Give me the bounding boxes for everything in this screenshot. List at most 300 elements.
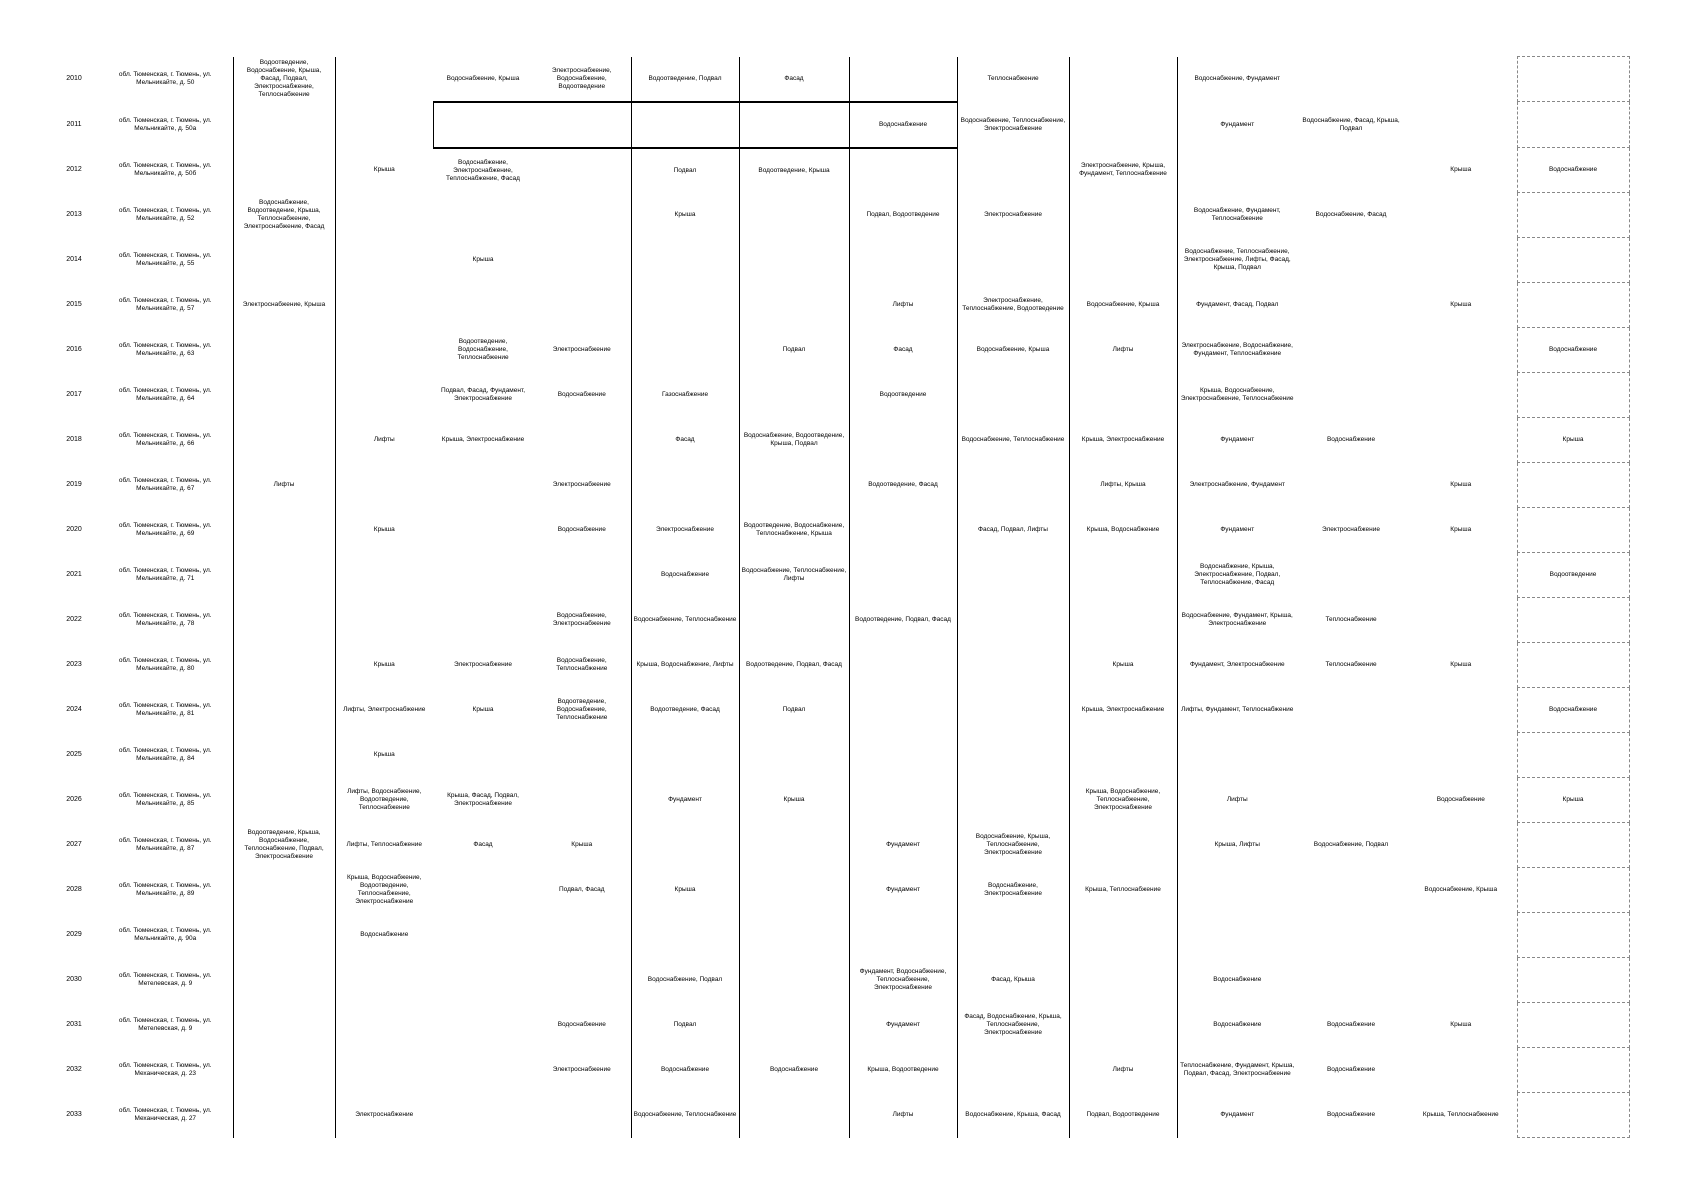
work-cell: Крыша: [472, 706, 494, 713]
table-row: [50, 238, 1629, 283]
work-cell: [1297, 238, 1405, 283]
work-cell: [433, 553, 533, 598]
work-cell: [233, 598, 335, 643]
work-cell: [1297, 688, 1405, 733]
work-cell: [739, 283, 849, 328]
work-cell: [233, 778, 335, 823]
work-cell: [233, 102, 335, 148]
work-cell: [957, 598, 1069, 643]
work-cell: [1069, 1003, 1177, 1048]
work-cell: Электроснабжение: [957, 193, 1069, 238]
work-cell: Крыша, Водоснабжение, Теплоснабжение, Электроснабжение: [1069, 778, 1177, 823]
repair-schedule-table: [50, 56, 1630, 1138]
work-cell: Теплоснабжение: [1325, 661, 1377, 668]
work-cell: Теплоснабжение, Фундамент, Крыша, Подвал, Фасад, Электроснабжение: [1180, 1062, 1295, 1077]
work-cell: Водоотведение, Крыша: [739, 148, 849, 193]
work-cell: Электроснабжение: [533, 463, 631, 508]
work-cell: [1517, 913, 1629, 958]
row-number: 2022: [66, 616, 82, 623]
table-row: [50, 57, 1629, 102]
work-cell: [631, 733, 739, 778]
work-cell: [233, 328, 335, 373]
address-cell: обл. Тюменская, г. Тюмень, ул. Мельникайте, д. 78: [98, 598, 233, 643]
work-cell: [335, 463, 433, 508]
work-cell: [1405, 1048, 1517, 1093]
work-cell: Фундамент: [849, 868, 957, 913]
work-cell: Водоснабжение, Электроснабжение, Теплоснабжение, Фасад: [446, 158, 520, 182]
row-number: 2013: [66, 211, 82, 218]
work-cell: [957, 778, 1069, 823]
work-cell: Фундамент: [1220, 436, 1255, 443]
work-cell: [1297, 283, 1405, 328]
work-cell: Фасад: [473, 841, 493, 848]
work-cell: Крыша, Теплоснабжение: [1422, 1111, 1499, 1118]
work-cell: Водоснабжение, Крыша: [1424, 886, 1498, 893]
work-cell: [335, 57, 433, 102]
work-cell: Подвал: [631, 1003, 739, 1048]
work-cell: [957, 688, 1069, 733]
work-cell: [1405, 733, 1517, 778]
work-cell: [631, 463, 739, 508]
work-cell: Крыша: [1069, 643, 1177, 688]
table-row: [50, 102, 1629, 148]
work-cell: Подвал: [739, 328, 849, 373]
work-cell: [533, 1093, 631, 1138]
work-cell: [1297, 553, 1405, 598]
work-cell: [533, 102, 631, 148]
work-cell: Крыша: [1450, 481, 1472, 488]
work-cell: [957, 463, 1069, 508]
work-cell: [1517, 508, 1629, 553]
work-cell: [1069, 733, 1177, 778]
address-cell: обл. Тюменская, г. Тюмень, ул. Мельникайте, д. 80: [98, 643, 233, 688]
work-cell: [335, 283, 433, 328]
work-cell: Крыша: [472, 256, 494, 263]
work-cell: [1297, 913, 1405, 958]
row-number: 2024: [66, 706, 82, 713]
row-number: 2020: [66, 526, 82, 533]
row-number: 2028: [66, 886, 82, 893]
address-cell: обл. Тюменская, г. Тюмень, ул. Мельникайте, д. 71: [98, 553, 233, 598]
work-cell: Лифты, Теплоснабжение: [346, 841, 422, 848]
work-cell: [849, 553, 957, 598]
address-cell: обл. Тюменская, г. Тюмень, ул. Мельникайте, д. 89: [98, 868, 233, 913]
address-cell: обл. Тюменская, г. Тюмень, ул. Мельникайте, д. 57: [98, 283, 233, 328]
work-cell: Лифты, Водоснабжение, Водоотведение, Теплоснабжение: [347, 788, 422, 811]
work-cell: Лифты: [233, 463, 335, 508]
row-number: 2014: [66, 256, 82, 263]
work-cell: [233, 1048, 335, 1093]
work-cell: [739, 598, 849, 643]
table-row: [50, 373, 1629, 418]
work-cell: [433, 733, 533, 778]
work-cell: [849, 733, 957, 778]
work-cell: Водоотведение, Водоснабжение, Теплоснабжение: [533, 688, 631, 733]
work-cell: [957, 913, 1069, 958]
address-cell: обл. Тюменская, г. Тюмень, ул. Мельникайте, д. 55: [98, 238, 233, 283]
address-cell: обл. Тюменская, г. Тюмень, ул. Мельникайте, д. 87: [98, 823, 233, 868]
work-cell: [739, 1003, 849, 1048]
work-cell: [233, 373, 335, 418]
work-cell: Крыша, Водоснабжение, Лифты: [631, 643, 739, 688]
work-cell: Водоснабжение, Теплоснабжение: [631, 598, 739, 643]
work-cell: Крыша, Электроснабжение: [1069, 688, 1177, 733]
work-cell: Водоснабжение: [1517, 328, 1629, 373]
work-cell: [233, 508, 335, 553]
row-number: 2015: [66, 301, 82, 308]
work-cell: Водоотведение, Водоснабжение, Крыша, Фасад, Подвал, Электроснабжение, Теплоснабжение: [233, 57, 335, 102]
work-cell: Водоснабжение, Электроснабжение: [533, 598, 631, 643]
work-cell: Фасад: [631, 418, 739, 463]
row-number: 2030: [66, 976, 82, 983]
work-cell: [233, 643, 335, 688]
work-cell: Электроснабжение: [1322, 526, 1380, 533]
work-cell: Водоснабжение, Фундамент, Крыша, Электроснабжение: [1181, 612, 1293, 627]
work-cell: Водоснабжение, Теплоснабжение: [533, 643, 631, 688]
work-cell: [1177, 913, 1297, 958]
work-cell: [335, 1048, 433, 1093]
work-cell: [1517, 283, 1629, 328]
row-number: 2025: [66, 751, 82, 758]
work-cell: [1517, 643, 1629, 688]
address-cell: обл. Тюменская, г. Тюмень, ул. Мельникайте, д. 67: [98, 463, 233, 508]
work-cell: [335, 373, 433, 418]
work-cell: [1069, 373, 1177, 418]
work-cell: [1297, 373, 1405, 418]
work-cell: [1517, 373, 1629, 418]
table-row: [50, 913, 1629, 958]
work-cell: Водоотведение, Подвал, Фасад: [739, 643, 849, 688]
work-cell: [233, 733, 335, 778]
work-cell: [957, 1048, 1069, 1093]
work-cell: Лифты, Фундамент, Теплоснабжение: [1181, 706, 1294, 713]
work-cell: Водоснабжение, Фасад, Крыша, Подвал: [1302, 116, 1400, 132]
work-cell: Электроснабжение, Крыша, Фундамент, Теплоснабжение: [1069, 148, 1177, 193]
work-cell: Крыша, Лифты: [1214, 841, 1260, 848]
work-cell: Крыша: [1450, 166, 1472, 173]
work-cell: Крыша: [533, 823, 631, 868]
work-cell: Водоснабжение, Водоотведение, Крыша, Теплоснабжение, Электроснабжение, Фасад: [233, 193, 335, 238]
work-cell: Лифты: [1069, 1048, 1177, 1093]
work-cell: Электроснабжение: [355, 1111, 414, 1118]
work-cell: Электроснабжение, Теплоснабжение, Водоотведение: [957, 283, 1069, 328]
work-cell: Водоотведение, Крыша, Водоснабжение, Теплоснабжение, Подвал, Электроснабжение: [233, 823, 335, 868]
work-cell: [533, 778, 631, 823]
work-cell: Крыша: [373, 751, 395, 758]
address-cell: обл. Тюменская, г. Тюмень, ул. Мельникайте, д. 50а: [98, 102, 233, 148]
work-cell: Подвал, Водоотведение: [1069, 1093, 1177, 1138]
work-cell: Электроснабжение, Водоснабжение, Водоотведение: [533, 57, 631, 102]
work-cell: [739, 733, 849, 778]
work-cell: Водоотведение, Фасад: [849, 463, 957, 508]
work-cell: Крыша, Водоотведение: [849, 1048, 957, 1093]
work-cell: Водоснабжение, Электроснабжение: [957, 868, 1069, 913]
work-cell: Фундамент: [631, 778, 739, 823]
work-cell: Подвал, Фасад: [533, 868, 631, 913]
work-cell: [631, 328, 739, 373]
work-cell: Водоснабжение, Фундамент: [1194, 75, 1281, 82]
table-row: [50, 1048, 1629, 1093]
address-cell: обл. Тюменская, г. Тюмень, ул. Мельникайте, д. 52: [98, 193, 233, 238]
work-cell: Водоснабжение, Крыша: [957, 328, 1069, 373]
work-cell: Фундамент: [849, 1003, 957, 1048]
table-row: [50, 193, 1629, 238]
table-row: [50, 463, 1629, 508]
work-cell: Водоснабжение, Теплоснабжение: [631, 1093, 739, 1138]
work-cell: Водоснабжение: [631, 1048, 739, 1093]
work-cell: Водоснабжение: [739, 1048, 849, 1093]
work-cell: Фундамент, Фасад, Подвал: [1196, 301, 1279, 308]
table-row: [50, 598, 1629, 643]
table-row: [50, 328, 1629, 373]
work-cell: Электроснабжение, Фундамент: [1189, 481, 1285, 488]
work-cell: Электроснабжение: [631, 508, 739, 553]
row-number: 2019: [66, 481, 82, 488]
work-cell: [849, 508, 957, 553]
work-cell: Электроснабжение: [533, 328, 631, 373]
work-cell: [1517, 733, 1629, 778]
address-cell: обл. Тюменская, г. Тюмень, ул. Мельникайте, д. 81: [98, 688, 233, 733]
work-cell: Водоснабжение, Теплоснабжение, Лифты: [739, 553, 849, 598]
work-cell: Крыша: [739, 778, 849, 823]
table-row: [50, 283, 1629, 328]
work-cell: Подвал: [739, 688, 849, 733]
address-cell: обл. Тюменская, г. Тюмень, ул. Мельникайте, д. 66: [98, 418, 233, 463]
work-cell: Водоснабжение: [1326, 1111, 1376, 1118]
work-cell: Фундамент: [849, 823, 957, 868]
work-cell: Водоснабжение, Теплоснабжение: [957, 418, 1069, 463]
work-cell: [849, 57, 957, 102]
work-cell: [433, 283, 533, 328]
work-cell: Водоснабжение: [533, 1003, 631, 1048]
work-cell: [335, 598, 433, 643]
address-cell: обл. Тюменская, г. Тюмень, ул. Метелевская, д. 9: [98, 958, 233, 1003]
work-cell: [1297, 733, 1405, 778]
work-cell: [1297, 958, 1405, 1003]
work-cell: [849, 688, 957, 733]
work-cell: Лифты: [849, 283, 957, 328]
work-cell: [739, 823, 849, 868]
work-cell: Водоснабжение, Водоотведение, Крыша, Подвал: [739, 418, 849, 463]
work-cell: [849, 238, 957, 283]
work-cell: [1405, 238, 1517, 283]
work-cell: Водоотведение, Подвал, Фасад: [849, 598, 957, 643]
work-cell: Водоснабжение: [1326, 1021, 1376, 1028]
work-cell: Водоснабжение, Крыша: [1069, 283, 1177, 328]
work-cell: Водоснабжение, Крыша, Фасад: [957, 1093, 1069, 1138]
work-cell: [1517, 598, 1629, 643]
work-cell: [1517, 1093, 1629, 1138]
work-cell: [1405, 688, 1517, 733]
work-cell: [233, 1003, 335, 1048]
work-cell: [1405, 553, 1517, 598]
work-cell: [849, 778, 957, 823]
work-cell: [957, 238, 1069, 283]
work-cell: Фасад, Водоснабжение, Крыша, Теплоснабжение, Электроснабжение: [957, 1003, 1069, 1048]
work-cell: [1177, 868, 1297, 913]
work-cell: [957, 148, 1069, 193]
work-cell: [433, 508, 533, 553]
work-cell: Крыша: [1517, 418, 1629, 463]
work-cell: Фасад: [849, 328, 957, 373]
work-cell: Крыша: [1450, 301, 1472, 308]
work-cell: [1405, 373, 1517, 418]
work-cell: Водоснабжение, Крыша, Электроснабжение, Подвал, Теплоснабжение, Фасад: [1194, 563, 1281, 586]
work-cell: Электроснабжение: [454, 661, 512, 668]
work-cell: Теплоснабжение: [957, 57, 1069, 102]
work-cell: [1405, 418, 1517, 463]
work-cell: [433, 1048, 533, 1093]
work-cell: [335, 328, 433, 373]
work-cell: Крыша: [1450, 1021, 1472, 1028]
work-cell: Водоотведение: [849, 373, 957, 418]
address-cell: обл. Тюменская, г. Тюмень, ул. Механическая, д. 27: [98, 1093, 233, 1138]
work-cell: [1177, 148, 1297, 193]
work-cell: Водоснабжение, Крыша, Теплоснабжение, Электроснабжение: [957, 823, 1069, 868]
table-row: [50, 553, 1629, 598]
work-cell: [957, 733, 1069, 778]
work-cell: Фасад, Подвал, Лифты: [957, 508, 1069, 553]
address-cell: обл. Тюменская, г. Тюмень, ул. Мельникайте, д. 85: [98, 778, 233, 823]
work-cell: Электроснабжение: [533, 1048, 631, 1093]
work-cell: Водоотведение, Подвал: [631, 57, 739, 102]
work-cell: [1177, 733, 1297, 778]
address-cell: обл. Тюменская, г. Тюмень, ул. Мельникайте, д. 50б: [98, 148, 233, 193]
work-cell: [1405, 823, 1517, 868]
work-cell: [1405, 102, 1517, 148]
work-cell: [1069, 553, 1177, 598]
work-cell: Подвал, Фасад, Фундамент, Электроснабжение: [440, 387, 526, 402]
work-cell: Крыша, Электроснабжение: [1069, 418, 1177, 463]
address-cell: обл. Тюменская, г. Тюмень, ул. Мельникайте, д. 69: [98, 508, 233, 553]
address-cell: обл. Тюменская, г. Тюмень, ул. Мельникайте, д. 50: [98, 57, 233, 102]
work-cell: Водоснабжение, Фундамент, Теплоснабжение: [1193, 207, 1281, 222]
work-cell: Лифты, Крыша: [1069, 463, 1177, 508]
work-cell: [739, 193, 849, 238]
work-cell: [1069, 823, 1177, 868]
row-number: 2021: [66, 571, 82, 578]
spreadsheet-page: [50, 56, 1630, 1138]
work-cell: Водоснабжение: [1517, 688, 1629, 733]
row-number: 2010: [66, 75, 82, 82]
work-cell: Крыша, Теплоснабжение: [1069, 868, 1177, 913]
work-cell: Крыша: [631, 868, 739, 913]
work-cell: [739, 913, 849, 958]
work-cell: Крыша, Водоснабжение: [1069, 508, 1177, 553]
table-row: [50, 508, 1629, 553]
work-cell: Фундамент, Водоснабжение, Теплоснабжение, Электроснабжение: [849, 958, 957, 1003]
work-cell: [1069, 102, 1177, 148]
work-cell: [631, 238, 739, 283]
work-cell: [1297, 778, 1405, 823]
work-cell: Водоснабжение: [1436, 796, 1485, 803]
work-cell: [233, 688, 335, 733]
work-cell: [433, 868, 533, 913]
work-cell: [957, 373, 1069, 418]
work-cell: [233, 418, 335, 463]
work-cell: [233, 868, 335, 913]
work-cell: [233, 148, 335, 193]
work-cell: [1297, 463, 1405, 508]
work-cell: [1405, 913, 1517, 958]
row-number: 2031: [66, 1021, 82, 1028]
row-number: 2018: [66, 436, 82, 443]
work-cell: [335, 1003, 433, 1048]
work-cell: Фундамент: [1220, 526, 1255, 533]
work-cell: Лифты: [849, 1093, 957, 1138]
row-number: 2029: [66, 931, 82, 938]
work-cell: Водоснабжение, Подвал: [1313, 841, 1389, 848]
work-cell: [957, 643, 1069, 688]
work-cell: [1297, 868, 1405, 913]
work-cell: [335, 193, 433, 238]
work-cell: Водоснабжение: [1213, 1021, 1262, 1028]
work-cell: Крыша: [1450, 526, 1472, 533]
work-cell: [533, 553, 631, 598]
work-cell: Крыша: [373, 661, 395, 668]
work-cell: Крыша, Электроснабжение: [441, 436, 525, 443]
work-cell: [631, 283, 739, 328]
work-cell: [533, 283, 631, 328]
work-cell: [433, 193, 533, 238]
work-cell: Водоотведение: [1517, 553, 1629, 598]
work-cell: Лифты: [373, 436, 395, 443]
address-cell: обл. Тюменская, г. Тюмень, ул. Мельникайте, д. 84: [98, 733, 233, 778]
work-cell: Крыша, Водоснабжение, Электроснабжение, Теплоснабжение: [1180, 387, 1294, 402]
work-cell: Подвал: [631, 148, 739, 193]
work-cell: Крыша: [631, 193, 739, 238]
work-cell: [533, 958, 631, 1003]
table-row: [50, 1003, 1629, 1048]
work-cell: [957, 553, 1069, 598]
work-cell: [849, 148, 957, 193]
work-cell: Фундамент, Электроснабжение: [1189, 661, 1285, 668]
work-cell: [335, 238, 433, 283]
work-cell: Теплоснабжение: [1325, 616, 1377, 623]
address-cell: обл. Тюменская, г. Тюмень, ул. Мельникайте, д. 64: [98, 373, 233, 418]
work-cell: Крыша, Фасад, Подвал, Электроснабжение: [447, 792, 519, 807]
work-cell: [433, 1003, 533, 1048]
work-cell: [1517, 57, 1629, 102]
work-cell: Водоснабжение, Фасад: [1315, 211, 1387, 218]
work-cell: Водоотведение, Фасад: [631, 688, 739, 733]
work-cell: [849, 643, 957, 688]
work-cell: [533, 148, 631, 193]
work-cell: [433, 913, 533, 958]
work-cell: [1405, 958, 1517, 1003]
work-cell: [433, 598, 533, 643]
work-cell: Водоснабжение: [1326, 436, 1376, 443]
work-cell: [1517, 238, 1629, 283]
work-cell: [1069, 958, 1177, 1003]
work-cell: [1069, 193, 1177, 238]
work-cell: [433, 463, 533, 508]
work-cell: Подвал, Водоотведение: [849, 193, 957, 238]
work-cell: [1405, 328, 1517, 373]
work-cell: Водоснабжение: [360, 931, 409, 938]
table-row: [50, 958, 1629, 1003]
work-cell: [1517, 193, 1629, 238]
work-cell: [533, 238, 631, 283]
work-cell: [631, 913, 739, 958]
work-cell: [631, 102, 739, 148]
work-cell: Лифты: [1069, 328, 1177, 373]
work-cell: Крыша: [373, 526, 395, 533]
work-cell: Крыша, Водоснабжение, Водоотведение, Теплоснабжение, Электроснабжение: [347, 874, 422, 905]
work-cell: [1069, 238, 1177, 283]
row-number: 2027: [66, 841, 82, 848]
row-number: 2026: [66, 796, 82, 803]
